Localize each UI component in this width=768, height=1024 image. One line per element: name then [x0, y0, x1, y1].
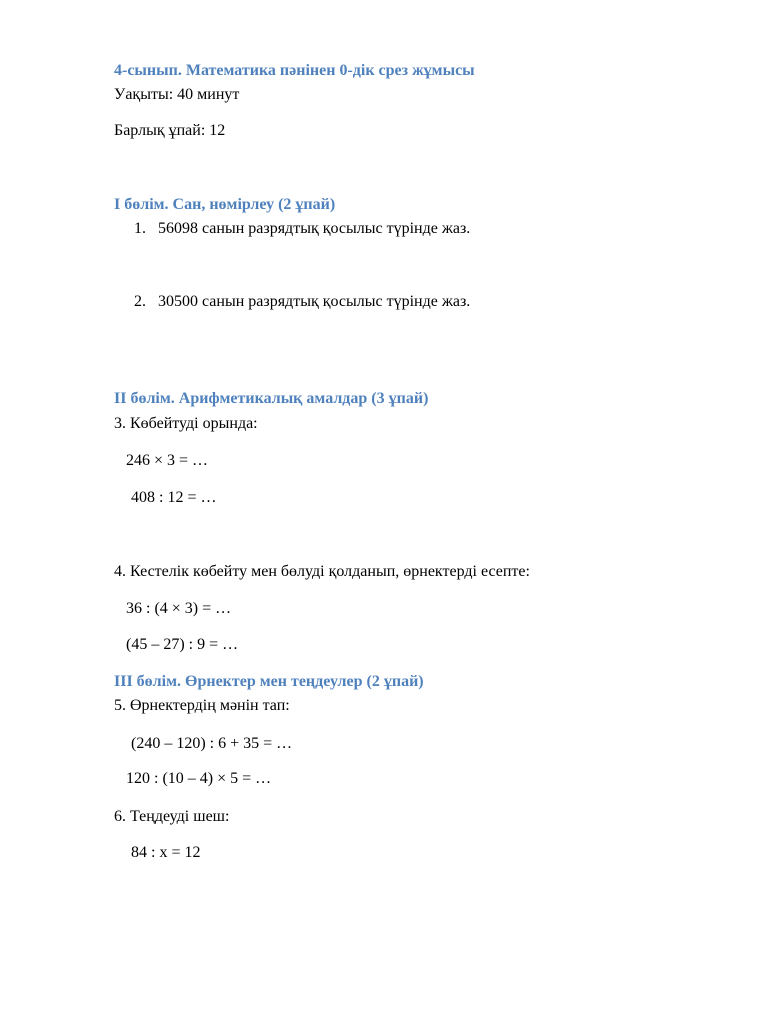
question-2	[134, 292, 470, 312]
question-1	[134, 219, 470, 239]
question-4-prompt: 4. Кестелік көбейту мен бөлуді қолданып, өрнектерді есепте:	[114, 563, 530, 580]
document-title: 4-сынып. Математика пәнінен 0-дік срез жұмысы	[114, 62, 475, 79]
total-points: Барлық ұпай: 12	[114, 122, 226, 139]
question-6-expression-1: 84 : x = 12	[131, 844, 201, 861]
section-1-heading: I бөлім. Сан, нөмірлеу (2 ұпай)	[114, 196, 336, 213]
time-limit: Уақыты: 40 минут	[114, 86, 240, 103]
question-2-number: 2.	[134, 293, 146, 310]
question-4-expression-1: 36 : (4 × 3) = …	[126, 600, 232, 617]
question-1-number: 1.	[134, 220, 146, 237]
question-2-text: 30500 санын разрядтық қосылыс түрінде жаз.	[158, 293, 471, 310]
section-2-heading: II бөлім. Арифметикалық амалдар (3 ұпай)	[114, 390, 429, 407]
section-3-heading: III бөлім. Өрнектер мен теңдеулер (2 ұпай)	[114, 673, 424, 690]
question-6-prompt: 6. Теңдеуді шеш:	[114, 808, 230, 825]
question-3-expression-1: 246 × 3 = …	[126, 452, 209, 469]
question-5-expression-2: 120 : (10 – 4) × 5 = …	[126, 770, 272, 787]
question-5-expression-1: (240 – 120) : 6 + 35 = …	[131, 735, 293, 752]
question-1-text: 56098 санын разрядтық қосылыс түрінде жаз.	[158, 220, 471, 237]
question-5-prompt: 5. Өрнектердің мәнін тап:	[114, 697, 290, 714]
question-4-expression-2: (45 – 27) : 9 = …	[126, 636, 239, 653]
question-3-expression-2: 408 : 12 = …	[131, 489, 217, 506]
question-3-prompt: 3. Көбейтуді орында:	[114, 415, 258, 432]
